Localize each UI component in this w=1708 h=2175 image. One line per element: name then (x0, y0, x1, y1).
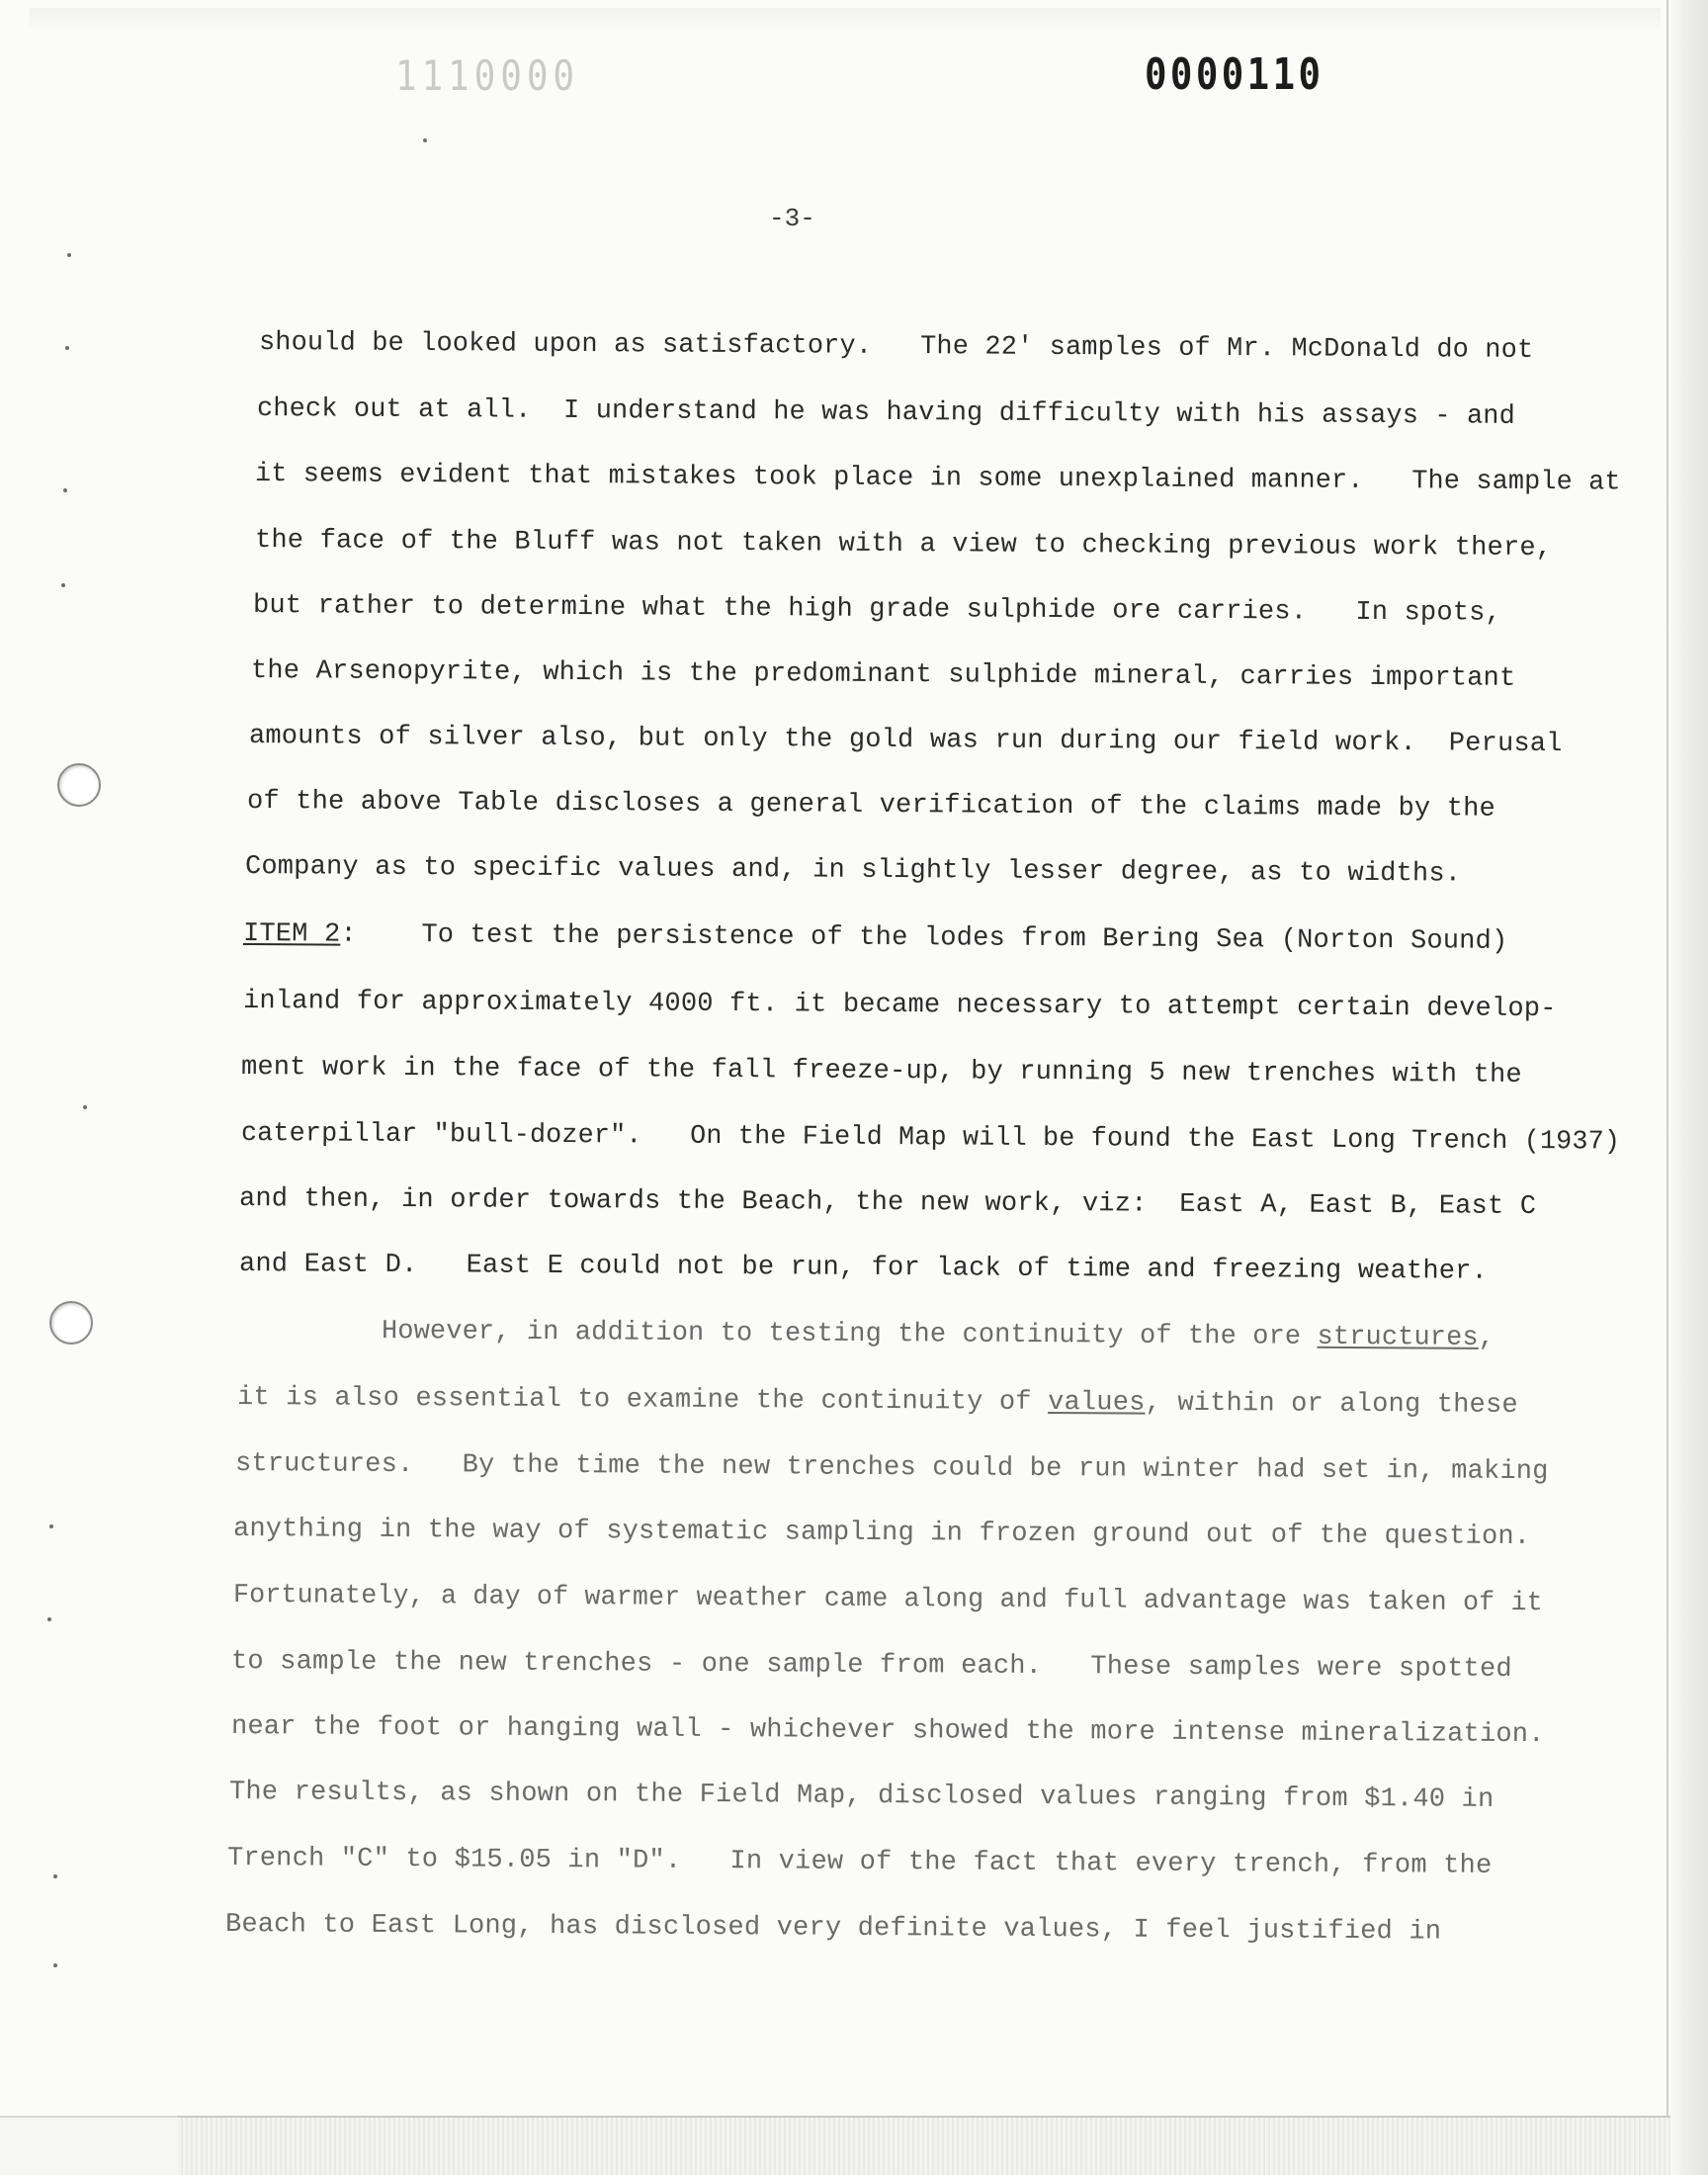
text-line: and East D. East E could not be run, for lack of time and freezing weather. (238, 1250, 1489, 1287)
text-line-rich (237, 1381, 1518, 1423)
text-line: and then, in order towards the Beach, the new work, viz: East A, East B, East C (238, 1184, 1537, 1223)
punch-hole-lower (49, 1301, 93, 1345)
text-line: Beach to East Long, has disclosed very definite values, I feel justified in (224, 1910, 1442, 1948)
text-line: inland for approximately 4000 ft. it became necessary to attempt certain develop- (242, 987, 1557, 1025)
margin-speck (61, 583, 65, 587)
underlined-word: structures (1317, 1322, 1479, 1353)
page-edge-right (1666, 0, 1708, 2175)
text-line: the Arsenopyrite, which is the predominant sulphide mineral, carries important (250, 656, 1516, 694)
text-line: should be looked upon as satisfactory. The 22' samples of Mr. McDonald do not (258, 328, 1534, 366)
text-line: but rather to determine what the high grade sulphide ore carries. In spots, (252, 591, 1502, 629)
text-line-rich (382, 1315, 1494, 1355)
margin-speck (47, 1617, 51, 1621)
text-line: caterpillar "bull-dozer". On the Field Map will be found the East Long Trench (1937) (240, 1119, 1621, 1158)
text-line: amounts of silver also, but only the gold was run during our field work. Perusal (248, 722, 1563, 760)
margin-speck (83, 1105, 87, 1109)
document-number-faded: 1110000 (395, 51, 580, 100)
text-line: To test the persistence of the lodes from Bering Sea (Norton Sound) (356, 919, 1508, 957)
text-line: anything in the way of systematic sampling in frozen ground out of the question. (232, 1515, 1531, 1553)
text-line: to sample the new trenches - one sample from each. These samples were spotted (230, 1647, 1512, 1685)
margin-speck (53, 1874, 57, 1878)
item-heading: ITEM 2 (242, 919, 341, 950)
text-line: ment work in the face of the fall freeze-up, by running 5 new trenches with the (240, 1053, 1522, 1090)
text-line: The results, as shown on the Field Map, disclosed values ranging from $1.40 in (228, 1778, 1494, 1815)
text-line: the face of the Bluff was not taken with a view to checking previous work there, (254, 526, 1553, 565)
text-span: , within or along these (1145, 1388, 1518, 1421)
margin-speck (423, 138, 427, 142)
text-line: Company as to specific values and, in slightly lesser degree, as to widths. (244, 852, 1462, 890)
page-number: -3- (769, 204, 815, 233)
item-heading-colon: : (340, 919, 357, 950)
margin-speck (53, 1963, 57, 1967)
text-span: However, in addition to testing the continuity of the ore (381, 1317, 1318, 1352)
text-line: Trench "C" to $15.05 in "D". In view of the fact that every trench, from the (226, 1844, 1493, 1881)
document-number: 0000110 (1145, 49, 1324, 100)
text-line: check out at all. I understand he was having difficulty with his assays - and (256, 394, 1516, 432)
text-line: it seems evident that mistakes took place in some unexplained manner. The sample at (254, 460, 1621, 498)
text-line: structures. By the time the new trenches could be run winter had set in, making (234, 1449, 1549, 1488)
margin-speck (63, 488, 67, 492)
page-edge-bottom (178, 2116, 1670, 2175)
text-line: near the foot or hanging wall - whichever showed the more intense mineralization. (230, 1712, 1545, 1751)
scan-artifact-top (30, 8, 1661, 28)
margin-speck (49, 1524, 53, 1528)
text-line: Fortunately, a day of warmer weather came along and full advantage was taken of it (232, 1581, 1543, 1619)
text-span: , (1478, 1323, 1495, 1353)
page-edge-bottom-left (0, 2116, 180, 2175)
margin-speck (67, 253, 71, 257)
item-2-line (243, 917, 1508, 959)
margin-speck (65, 346, 69, 350)
text-line: of the above Table discloses a general verification of the claims made by the (246, 787, 1496, 825)
text-span: it is also essential to examine the continuity of (236, 1383, 1049, 1419)
underlined-word: values (1048, 1388, 1146, 1419)
punch-hole-upper (57, 763, 101, 807)
